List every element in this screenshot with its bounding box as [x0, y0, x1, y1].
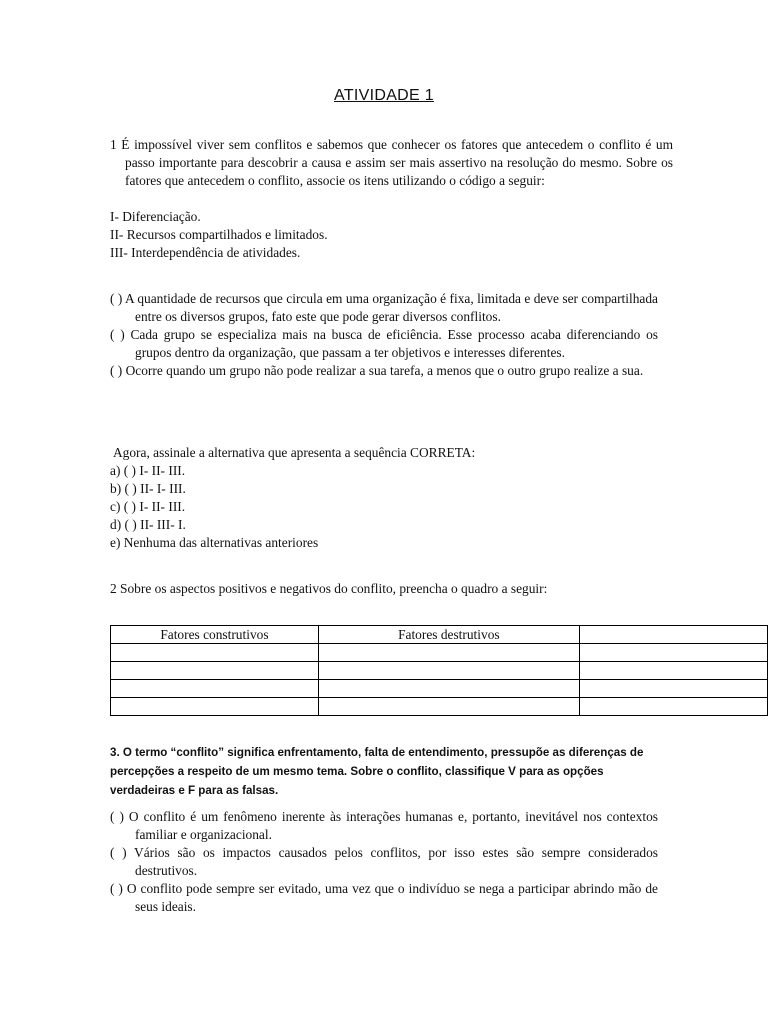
- table-cell: [318, 662, 579, 680]
- option-item: c) ( ) I- II- III.: [110, 499, 186, 514]
- column-header: Fatores destrutivos: [318, 626, 579, 644]
- column-header: [579, 626, 767, 644]
- table-cell: [318, 698, 579, 716]
- table-cell: [111, 680, 319, 698]
- statement-item: ( ) Cada grupo se especializa mais na busca de eficiência. Esse processo acaba diferenciando os grupos dentro da organização, que passam a ter objetivos e interesses diferentes.: [110, 327, 658, 360]
- table-row: [111, 644, 768, 662]
- question-1-options: [110, 444, 658, 552]
- option-item: b) ( ) II- I- III.: [110, 481, 186, 496]
- statement-item: ( ) O conflito pode sempre ser evitado, uma vez que o indivíduo se nega a participar abrindo mão de seus ideais.: [110, 881, 658, 914]
- option-item: a) ( ) I- II- III.: [110, 463, 186, 478]
- table-row: [111, 698, 768, 716]
- table-cell: [318, 644, 579, 662]
- table-cell: [579, 698, 767, 716]
- code-item: I- Diferenciação.: [110, 209, 201, 224]
- table-cell: [111, 662, 319, 680]
- statement-item: ( ) O conflito é um fenômeno inerente às interações humanas e, portanto, inevitável nos contextos familiar e organizacional.: [110, 809, 658, 842]
- table-cell: [111, 698, 319, 716]
- code-item: III- Interdependência de atividades.: [110, 245, 301, 260]
- option-item: e) Nenhuma das alternativas anteriores: [110, 535, 319, 550]
- question-3-statements: [110, 808, 658, 916]
- question-1-codes: [110, 208, 658, 262]
- statement-item: ( ) Ocorre quando um grupo não pode realizar a sua tarefa, a menos que o outro grupo realize a sua.: [110, 363, 644, 378]
- statement-item: ( ) Vários são os impactos causados pelos conflitos, por isso estes são sempre considerados destrutivos.: [110, 845, 658, 878]
- table-cell: [318, 680, 579, 698]
- question-1-intro: 1 É impossível viver sem conflitos e sabemos que conhecer os fatores que antecedem o conflito é um passo importante para descobrir a causa e assim ser mais assertivo na resolução do mesmo. Sobre os fatores que antecedem o conflito, associe os itens utilizando o código a seguir:: [110, 137, 673, 188]
- statement-item: ( ) A quantidade de recursos que circula em uma organização é fixa, limitada e deve ser compartilhada entre os diversos grupos, fato este que pode gerar diversos conflitos.: [110, 291, 658, 324]
- code-item: II- Recursos compartilhados e limitados.: [110, 227, 328, 242]
- option-item: d) ( ) II- III- I.: [110, 517, 186, 532]
- column-header: Fatores construtivos: [111, 626, 319, 644]
- table-cell: [579, 662, 767, 680]
- options-prompt: Agora, assinale a alternativa que apresenta a sequência CORRETA:: [113, 445, 476, 460]
- table-row: [111, 662, 768, 680]
- page-title: ATIVIDADE 1: [334, 87, 434, 104]
- table-header-row: [111, 626, 768, 644]
- table-cell: [579, 644, 767, 662]
- question-3-intro: 3. O termo “conflito” significa enfrentamento, falta de entendimento, pressupõe as diferenças de percepções a respeito de um mesmo tema. Sobre o conflito, classifique V para as opções verdadeiras e F para as falsas.: [110, 746, 644, 797]
- table-cell: [579, 680, 767, 698]
- table-cell: [111, 644, 319, 662]
- table-row: [111, 680, 768, 698]
- question-1-statements: [110, 290, 658, 380]
- factors-table: [110, 625, 768, 716]
- question-2-intro: 2 Sobre os aspectos positivos e negativos do conflito, preencha o quadro a seguir:: [110, 581, 548, 596]
